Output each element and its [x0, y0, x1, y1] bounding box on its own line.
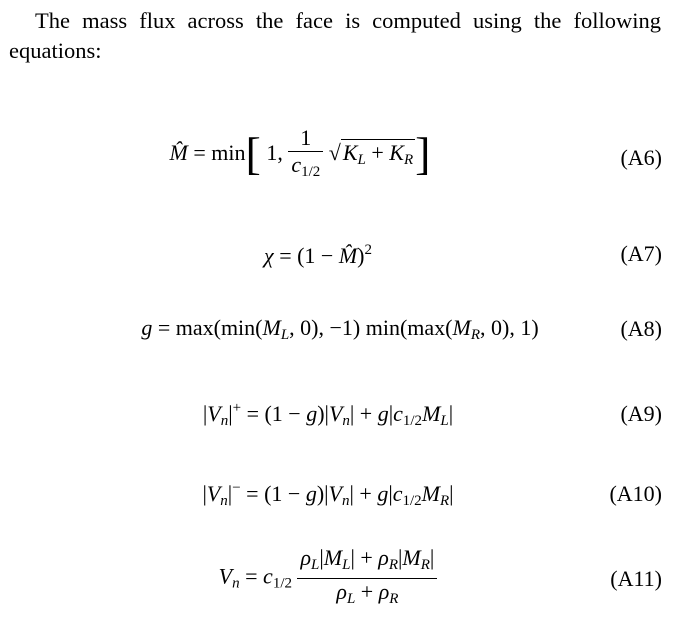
- equation-a6-body: M̂ = min[ 1, $\frac{1}{c_{1/2}}$ $√K_L + K_R$]: [10, 125, 590, 185]
- equation-label-a11: (A11): [610, 566, 662, 591]
- intro-text: The mass flux across the face is computed using the following equations:: [9, 8, 661, 63]
- equation-a6: [0, 120, 698, 180]
- equation-a11: [0, 545, 698, 605]
- equation-a7-body: χ = (1 − M̂)$^2$: [264, 242, 372, 268]
- equation-label-a7: (A7): [620, 241, 662, 266]
- equation-label-a8: (A8): [620, 316, 662, 341]
- equation-label-a6: (A6): [620, 145, 662, 170]
- equation-a9-body: $|V_n|^+ = (1 - g)|V_n| + g|c_{1/2}M_L|$: [202, 400, 454, 429]
- equation-a10-body: $|V_n|^- = (1 - g)|V_n| + g|c_{1/2}M_R|$: [202, 480, 454, 509]
- equation-a8: [0, 305, 698, 365]
- equation-a11-body: $V_n = c_{1/2}$ $\frac{\rho_L|M_L| + \rho_R|M_R|}{\rho_L + \rho_R}$: [38, 545, 618, 612]
- equation-label-a9: (A9): [620, 401, 662, 426]
- intro-paragraph: [9, 6, 661, 66]
- equation-a10: [0, 468, 698, 528]
- equation-a7: [0, 232, 698, 292]
- equation-a8-body: $g = \max(\min(M_L$, 0), −1) $\min(\max(M_R$, 0), 1): [141, 315, 539, 343]
- equation-a9: [0, 388, 698, 448]
- equation-label-a10: (A10): [609, 481, 662, 506]
